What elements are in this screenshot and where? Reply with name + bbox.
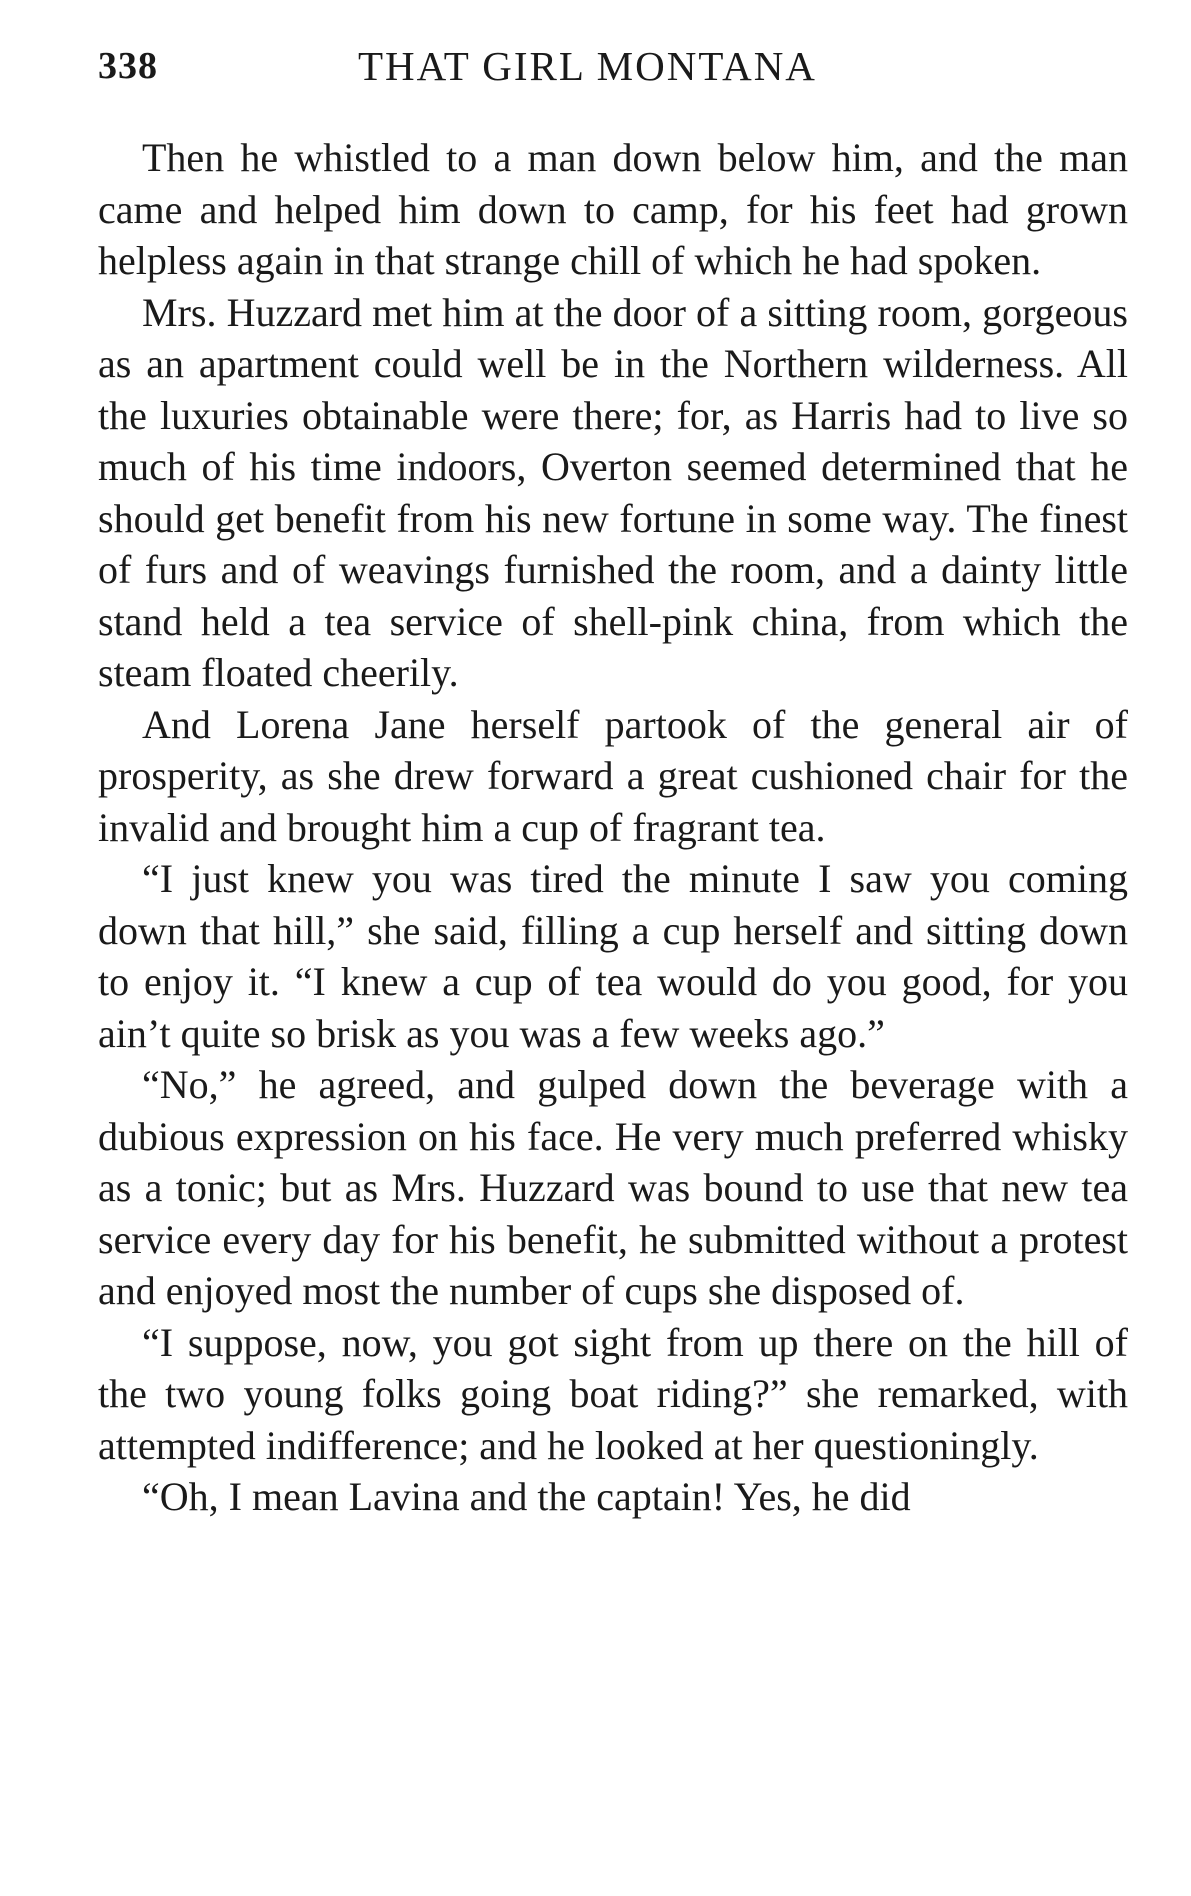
paragraph: “I just knew you was tired the minute I saw you coming down that hill,” she said, filling a cup herself and sitting down to enjoy it. “I knew a cup of tea would do you good, for you ain’t quite so brisk as you was a few weeks ago.” bbox=[98, 856, 1128, 1056]
body-text bbox=[98, 132, 1128, 1523]
running-title: THAT GIRL MONTANA bbox=[358, 43, 817, 89]
paragraph: “I suppose, now, you got sight from up there on the hill of the two young folks going boat riding?” she remarked, with attempted indifference; and he looked at her questioningly. bbox=[98, 1319, 1128, 1468]
page-header bbox=[98, 38, 1128, 98]
paragraph: Then he whistled to a man down below him, and the man came and helped him down to camp, for his feet had grown helpless again in that strange chill of which he had spoken. bbox=[98, 135, 1128, 283]
paragraph: And Lorena Jane herself partook of the general air of prosperity, as she drew forward a great cushioned chair for the invalid and brought him a cup of fragrant tea. bbox=[98, 701, 1128, 850]
paragraph: “Oh, I mean Lavina and the captain! Yes, he did bbox=[142, 1474, 911, 1519]
paragraph: “No,” he agreed, and gulped down the beverage with a dubious expression on his face. He very much preferred whisky as a tonic; but as Mrs. Huzzard was bound to use that new tea service every day for his benefit, he submitted without a protest and enjoyed most the number of cups she disposed of. bbox=[98, 1062, 1128, 1313]
paragraph: Mrs. Huzzard met him at the door of a sitting room, gorgeous as an apartment could well be in the Northern wilderness. All the luxuries obtainable were there; for, as Harris had to live so much of his time indoors, Overton seemed determined that he should get benefit from his new fortune in some way. The finest of furs and of weavings furnished the room, and a dainty little stand held a tea service of shell-pink china, from which the steam floated cheerily. bbox=[98, 289, 1128, 695]
page-number: 338 bbox=[98, 45, 158, 87]
